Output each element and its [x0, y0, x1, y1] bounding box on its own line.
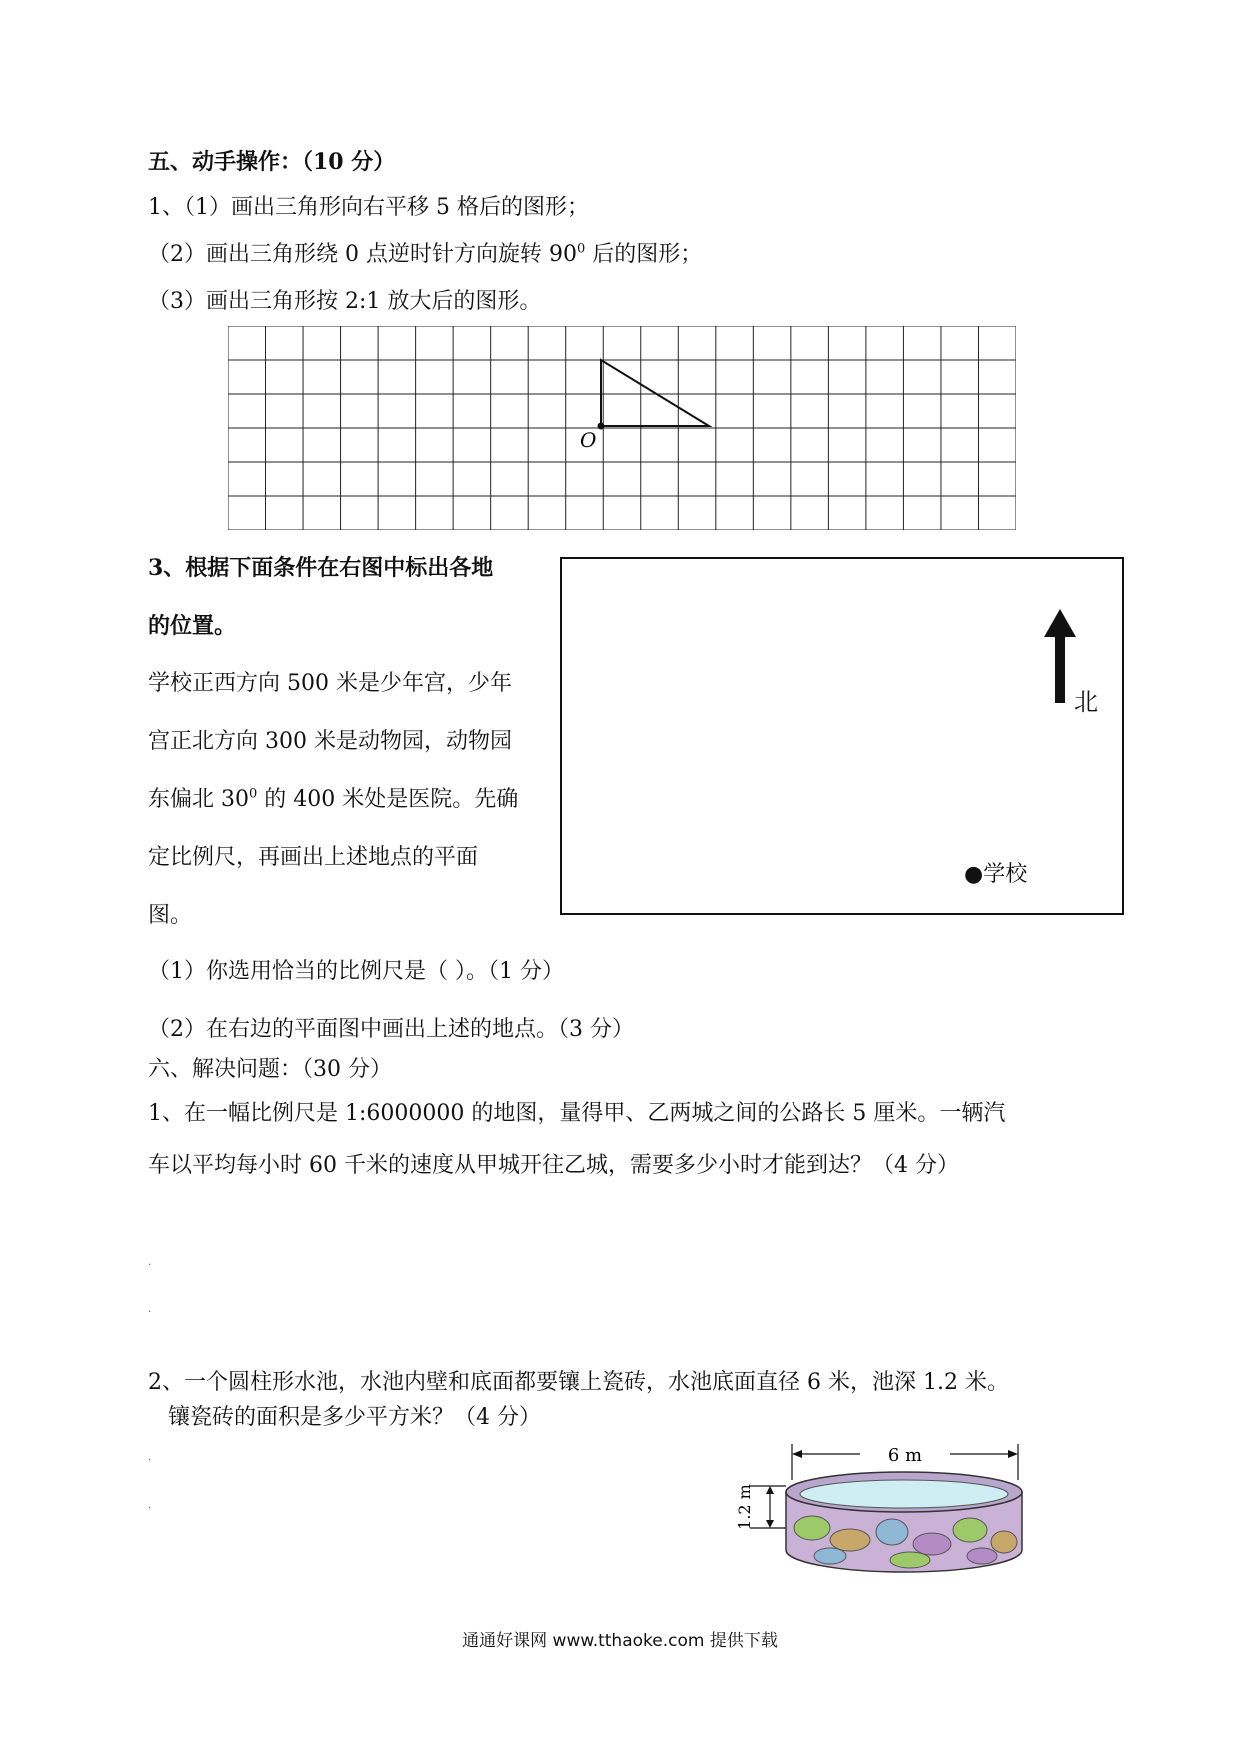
q3-body-line4: 定比例尺，再画出上述地点的平面: [148, 845, 479, 870]
q1-part1: 1、（1）画出三角形向右平移 5 格后的图形；: [148, 195, 589, 220]
cylinder-pool-figure: [720, 1440, 1040, 1600]
s6-q1-line1: 1、在一幅比例尺是 1:6000000 的地图，量得甲、乙两城之间的公路长 5 厘米。一辆汽: [148, 1101, 1006, 1126]
pool-depth-label: 1.2 m: [735, 1484, 754, 1530]
triangle-figure: [601, 360, 709, 426]
q1-part2: （2）画出三角形绕 0 点逆时针方向旋转 $90^0$ 后的图形；: [148, 241, 703, 267]
q3-body-line2: 宫正北方向 300 米是动物园，动物园: [148, 729, 512, 754]
q3-sub2: （2）在右边的平面图中画出上述的地点。（3 分）: [148, 1017, 634, 1042]
origin-label: O: [580, 428, 597, 452]
q3-body-line1: 学校正西方向 500 米是少年宫，少年: [148, 671, 512, 696]
s6-q1-line2: 车以平均每小时 60 千米的速度从甲城开往乙城，需要多少小时才能到达？（4 分）: [148, 1153, 959, 1178]
mark-dot: .: [148, 1500, 152, 1511]
mark-dot: .: [148, 1452, 152, 1463]
origin-point: [598, 423, 605, 430]
north-label: 北: [1074, 688, 1098, 716]
q3-title-line1: 3、根据下面条件在右图中标出各地: [148, 555, 494, 581]
footer-credit: 通通好课网 www.tthaoke.com 提供下载: [462, 1631, 778, 1651]
section5-heading: 五、动手操作：（10 分）: [148, 149, 396, 175]
q1-part3: （3）画出三角形按 2:1 放大后的图形。: [148, 289, 542, 314]
mark-dot: .: [148, 1304, 152, 1315]
mark-dot: .: [148, 1257, 152, 1268]
section6-heading: 六、解决问题：（30 分）: [148, 1057, 392, 1082]
q3-body-line3: 东偏北 $30^0$ 的 400 米处是医院。先确: [148, 786, 519, 812]
s6-q2-line2: 镶瓷砖的面积是多少平方米？（4 分）: [168, 1405, 541, 1430]
q3-title-line2: 的位置。: [148, 613, 237, 639]
q3-body-line5: 图。: [148, 903, 193, 928]
pool-width-label: 6 m: [887, 1445, 923, 1466]
q3-sub1: （1）你选用恰当的比例尺是（ ）。（1 分）: [148, 959, 564, 984]
plan-map-box: [560, 557, 1124, 915]
s6-q2-line1: 2、一个圆柱形水池，水池内壁和底面都要镶上瓷砖，水池底面直径 6 米，池深 1.2 米。: [148, 1370, 1009, 1395]
school-label: ●学校: [964, 862, 1028, 887]
square-grid: [228, 326, 1016, 530]
